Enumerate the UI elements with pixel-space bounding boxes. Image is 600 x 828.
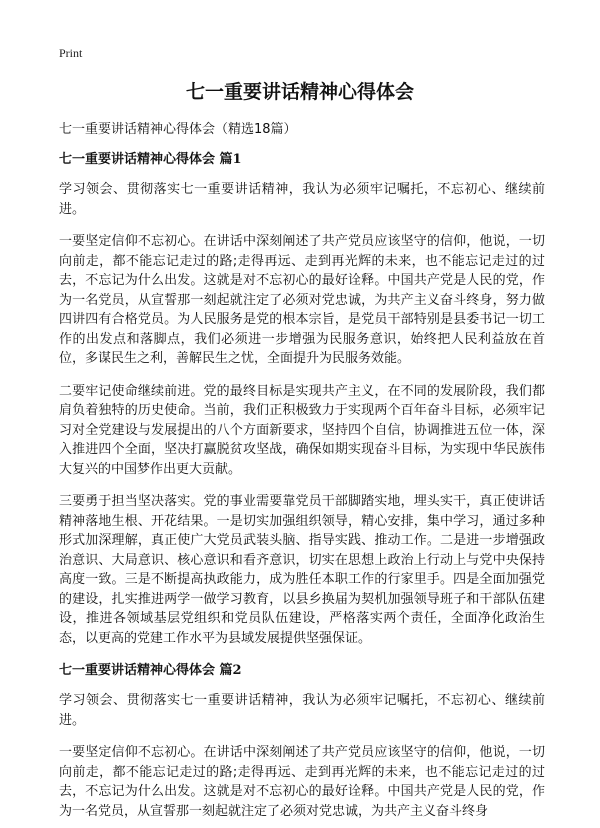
document-subtitle: 七一重要讲话精神心得体会（精选18篇）	[59, 122, 297, 137]
document-title: 七一重要讲话精神心得体会	[185, 81, 414, 103]
document-body	[59, 120, 545, 828]
paragraph: 三要勇于担当坚决落实。党的事业需要靠党员干部脚踏实地，埋头实干，真正使讲话精神落地生根、开花结果。一是切实加强组织领导，精心安排，集中学习，通过多种形式加深理解，真正使广大党员武装头脑、指导实践、推动工作。二是进一步增强政治意识、大局意识、核心意识和看齐意识，切实在思想上政治上行动上与党中央保持高度一致。三是不断提高执政能力，成为胜任本职工作的行家里手。四是全面加强党的建设，扎实推进两学一做学习教育，以县乡换届为契机加强领导班子和干部队伍建设，推进各领域基层党组织和党员队伍建设，严格落实两个责任，全面净化政治生态，以更高的党建工作水平为县域发展提供坚强保证。	[59, 494, 545, 646]
paragraph: 学习领会、贯彻落实七一重要讲话精神，我认为必须牢记嘱托，不忘初心、继续前进。	[59, 693, 545, 728]
paragraph: 一要坚定信仰不忘初心。在讲话中深刻阐述了共产党员应该坚守的信仰，他说，一切向前走，都不能忘记走过的路;走得再远、走到再光辉的未来，也不能忘记走过的过去，不忘记为什么出发。这就是对不忘初心的最好诠释。中国共产党是人民的党，作为一名党员，从宣誓那一刻起就注定了必须对党忠诚，为共产主义奋斗终身，努力做四讲四有合格党员。为人民服务是党的根本宗旨，是党员干部特别是县委书记一切工作的出发点和落脚点，我们必须进一步增强为民服务意识，始终把人民利益放在首位，多谋民生之利，善解民生之忧，全面提升为民服务效能。	[59, 234, 545, 366]
paragraph: 一要坚定信仰不忘初心。在讲话中深刻阐述了共产党员应该坚守的信仰，他说，一切向前走，都不能忘记走过的路;走得再远、走到再光辉的未来，也不能忘记走过的过去，不忘记为什么出发。这就是对不忘初心的最好诠释。中国共产党是人民的党，作为一名党员，从宣誓那一刻起就注定了必须对党忠诚，为共产主义奋斗终身	[59, 745, 545, 819]
section-heading: 七一重要讲话精神心得体会 篇1	[59, 152, 242, 167]
paragraph: 学习领会、贯彻落实七一重要讲话精神，我认为必须牢记嘱托，不忘初心、继续前进。	[59, 182, 545, 217]
section-heading: 七一重要讲话精神心得体会 篇2	[59, 663, 242, 678]
print-label: Print	[59, 46, 83, 60]
paragraph: 二要牢记使命继续前进。党的最终目标是实现共产主义，在不同的发展阶段，我们都肩负着独特的历史使命。当前，我们正积极致力于实现两个百年奋斗目标，必须牢记习对全党建设与发展提出的八个方面新要求，坚持四个自信，协调推进五位一体，深入推进四个全面，坚决打赢脱贫攻坚战，确保如期实现奋斗目标，为实现中华民族伟大复兴的中国梦作出更大贡献。	[59, 383, 545, 477]
